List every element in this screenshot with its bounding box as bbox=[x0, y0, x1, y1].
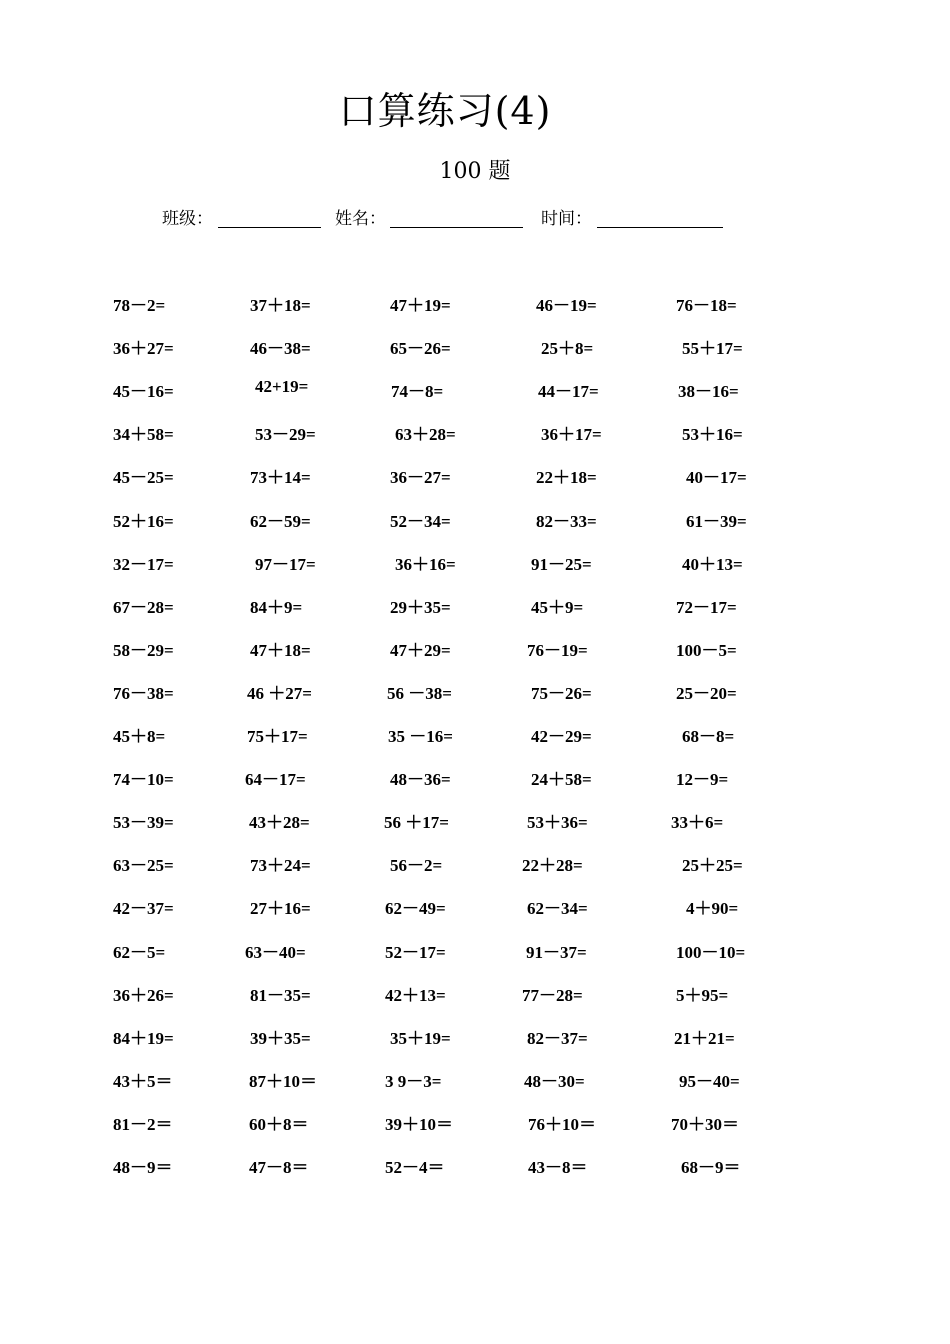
arithmetic-problem: 46－19= bbox=[536, 296, 597, 315]
arithmetic-problem: 84＋19= bbox=[113, 1029, 174, 1048]
arithmetic-problem: 63－25= bbox=[113, 856, 174, 875]
arithmetic-problem: 29＋35= bbox=[390, 598, 451, 617]
arithmetic-problem: 76－18= bbox=[676, 296, 737, 315]
arithmetic-problem: 82－33= bbox=[536, 512, 597, 531]
arithmetic-problem: 62－59= bbox=[250, 512, 311, 531]
arithmetic-problem: 56 －38= bbox=[387, 684, 452, 703]
name-label: 姓名： bbox=[335, 209, 386, 229]
arithmetic-problem: 87＋10＝ bbox=[249, 1072, 317, 1091]
class-field bbox=[162, 204, 213, 229]
arithmetic-problem: 81－35= bbox=[250, 986, 311, 1005]
arithmetic-problem: 95－40= bbox=[679, 1072, 740, 1091]
arithmetic-problem: 63－40= bbox=[245, 943, 306, 962]
arithmetic-problem: 100－10= bbox=[676, 943, 746, 962]
arithmetic-problem: 22＋18= bbox=[536, 468, 597, 487]
arithmetic-problem: 25－20= bbox=[676, 684, 737, 703]
arithmetic-problem: 38－16= bbox=[678, 382, 739, 401]
arithmetic-problem: 75＋17= bbox=[247, 727, 308, 746]
arithmetic-problem: 75－26= bbox=[531, 684, 592, 703]
arithmetic-problem: 22＋28= bbox=[522, 856, 583, 875]
arithmetic-problem: 47＋19= bbox=[390, 296, 451, 315]
class-label: 班级： bbox=[162, 209, 213, 229]
arithmetic-problem: 40＋13= bbox=[682, 555, 743, 574]
arithmetic-problem: 73＋14= bbox=[250, 468, 311, 487]
arithmetic-problem: 84＋9= bbox=[250, 598, 303, 617]
time-field bbox=[541, 204, 592, 229]
arithmetic-problem: 91－25= bbox=[531, 555, 592, 574]
arithmetic-problem: 24＋58= bbox=[531, 770, 592, 789]
arithmetic-problem: 40－17= bbox=[686, 468, 747, 487]
arithmetic-problem: 42+19= bbox=[255, 377, 309, 396]
arithmetic-problem: 63＋28= bbox=[395, 425, 456, 444]
arithmetic-problem: 36＋17= bbox=[541, 425, 602, 444]
arithmetic-problem: 97－17= bbox=[255, 555, 316, 574]
arithmetic-problem: 42＋13= bbox=[385, 986, 446, 1005]
arithmetic-problem: 68－8= bbox=[682, 727, 735, 746]
arithmetic-problem: 68－9＝ bbox=[681, 1158, 741, 1177]
arithmetic-problem: 46 ＋27= bbox=[247, 684, 312, 703]
problem-count: 100 题 bbox=[439, 159, 511, 184]
arithmetic-problem: 53－29= bbox=[255, 425, 316, 444]
arithmetic-problem: 43＋5＝ bbox=[113, 1072, 173, 1091]
page-title: 口算练习(4) bbox=[338, 89, 552, 133]
arithmetic-problem: 27＋16= bbox=[250, 899, 311, 918]
arithmetic-problem: 53－39= bbox=[113, 813, 174, 832]
arithmetic-problem: 35＋19= bbox=[390, 1029, 451, 1048]
arithmetic-problem: 53＋36= bbox=[527, 813, 588, 832]
arithmetic-problem: 52＋16= bbox=[113, 512, 174, 531]
arithmetic-problem: 12－9= bbox=[676, 770, 729, 789]
arithmetic-problem: 5＋95= bbox=[676, 986, 729, 1005]
arithmetic-problem: 100－5= bbox=[676, 641, 737, 660]
arithmetic-problem: 25＋25= bbox=[682, 856, 743, 875]
arithmetic-problem: 47－8＝ bbox=[249, 1158, 309, 1177]
arithmetic-problem: 48－30= bbox=[524, 1072, 585, 1091]
arithmetic-problem: 77－28= bbox=[522, 986, 583, 1005]
arithmetic-problem: 47＋29= bbox=[390, 641, 451, 660]
arithmetic-problem: 3 9－3= bbox=[385, 1072, 442, 1091]
name-field bbox=[335, 204, 386, 229]
arithmetic-problem: 70＋30＝ bbox=[671, 1115, 739, 1134]
time-label: 时间： bbox=[541, 209, 592, 229]
arithmetic-problem: 62－5= bbox=[113, 943, 166, 962]
arithmetic-problem: 36＋27= bbox=[113, 339, 174, 358]
arithmetic-problem: 25＋8= bbox=[541, 339, 594, 358]
arithmetic-problem: 72－17= bbox=[676, 598, 737, 617]
arithmetic-problem: 76－38= bbox=[113, 684, 174, 703]
arithmetic-problem: 52－4＝ bbox=[385, 1158, 445, 1177]
arithmetic-problem: 65－26= bbox=[390, 339, 451, 358]
arithmetic-problem: 56 ＋17= bbox=[384, 813, 449, 832]
time-underline bbox=[597, 227, 723, 228]
arithmetic-problem: 76－19= bbox=[527, 641, 588, 660]
arithmetic-problem: 58－29= bbox=[113, 641, 174, 660]
arithmetic-problem: 60＋8＝ bbox=[249, 1115, 309, 1134]
arithmetic-problem: 81－2＝ bbox=[113, 1115, 173, 1134]
arithmetic-problem: 74－8= bbox=[391, 382, 444, 401]
arithmetic-problem: 42－29= bbox=[531, 727, 592, 746]
arithmetic-problem: 48－36= bbox=[390, 770, 451, 789]
arithmetic-problem: 56－2= bbox=[390, 856, 443, 875]
arithmetic-problem: 34＋58= bbox=[113, 425, 174, 444]
arithmetic-problem: 53＋16= bbox=[682, 425, 743, 444]
arithmetic-problem: 78－2= bbox=[113, 296, 166, 315]
arithmetic-problem: 4＋90= bbox=[686, 899, 739, 918]
arithmetic-problem: 76＋10＝ bbox=[528, 1115, 596, 1134]
arithmetic-problem: 55＋17= bbox=[682, 339, 743, 358]
arithmetic-problem: 67－28= bbox=[113, 598, 174, 617]
arithmetic-problem: 47＋18= bbox=[250, 641, 311, 660]
arithmetic-problem: 62－49= bbox=[385, 899, 446, 918]
arithmetic-problem: 33＋6= bbox=[671, 813, 724, 832]
arithmetic-problem: 46－38= bbox=[250, 339, 311, 358]
arithmetic-problem: 39＋10＝ bbox=[385, 1115, 453, 1134]
arithmetic-problem: 35 －16= bbox=[388, 727, 453, 746]
arithmetic-problem: 64－17= bbox=[245, 770, 306, 789]
arithmetic-problem: 45－25= bbox=[113, 468, 174, 487]
arithmetic-problem: 52－34= bbox=[390, 512, 451, 531]
arithmetic-problem: 37＋18= bbox=[250, 296, 311, 315]
arithmetic-problem: 36－27= bbox=[390, 468, 451, 487]
arithmetic-problem: 45＋8= bbox=[113, 727, 166, 746]
arithmetic-problem: 52－17= bbox=[385, 943, 446, 962]
arithmetic-problem: 48－9＝ bbox=[113, 1158, 173, 1177]
arithmetic-problem: 43＋28= bbox=[249, 813, 310, 832]
arithmetic-problem: 39＋35= bbox=[250, 1029, 311, 1048]
arithmetic-problem: 44－17= bbox=[538, 382, 599, 401]
arithmetic-problem: 45－16= bbox=[113, 382, 174, 401]
arithmetic-problem: 32－17= bbox=[113, 555, 174, 574]
arithmetic-problem: 21＋21= bbox=[674, 1029, 735, 1048]
class-underline bbox=[218, 227, 321, 228]
arithmetic-problem: 43－8＝ bbox=[528, 1158, 588, 1177]
arithmetic-problem: 91－37= bbox=[526, 943, 587, 962]
arithmetic-problem: 73＋24= bbox=[250, 856, 311, 875]
arithmetic-problem: 74－10= bbox=[113, 770, 174, 789]
arithmetic-problem: 62－34= bbox=[527, 899, 588, 918]
arithmetic-problem: 36＋16= bbox=[395, 555, 456, 574]
arithmetic-problem: 45＋9= bbox=[531, 598, 584, 617]
arithmetic-problem: 36＋26= bbox=[113, 986, 174, 1005]
arithmetic-problem: 82－37= bbox=[527, 1029, 588, 1048]
arithmetic-problem: 42－37= bbox=[113, 899, 174, 918]
arithmetic-problem: 61－39= bbox=[686, 512, 747, 531]
name-underline bbox=[390, 227, 523, 228]
